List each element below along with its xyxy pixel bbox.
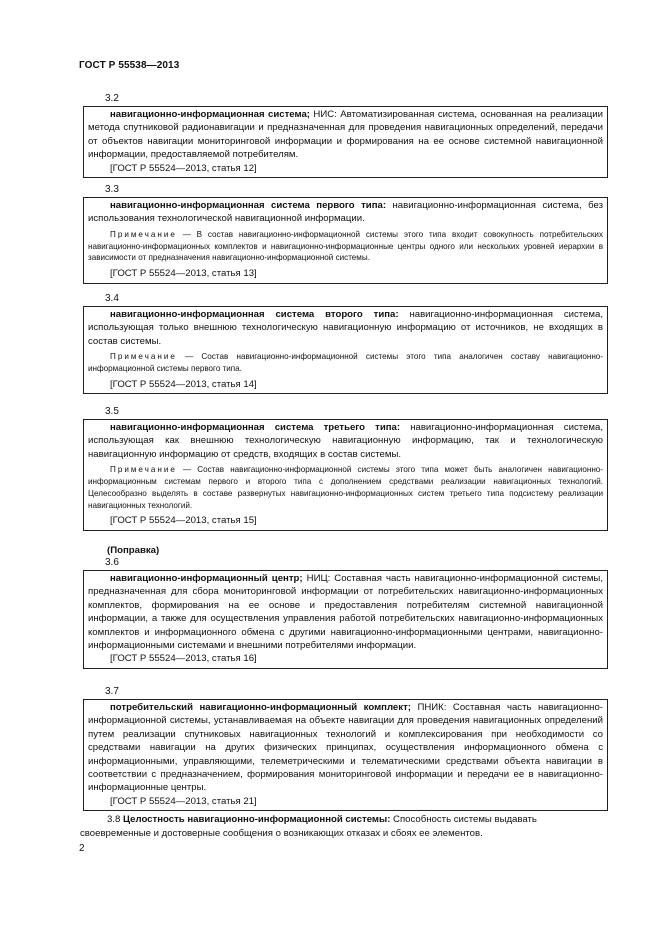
entry-number: 3.3 [105, 184, 119, 195]
entry-number: 3.6 [105, 557, 119, 568]
term: навигационно-информационный центр; [110, 573, 303, 584]
term-entry-3-7 [83, 699, 608, 811]
note: Примечание — В состав навигационно-информационной системы этого типа входит совокупность потребительских навигационно-информационных комплектов и навигационно-информационные центры одного или нескольких уровней иерархии в зависимости от предназначения навигационно-информационной системы. [88, 229, 603, 263]
entry-number: 3.4 [105, 293, 119, 304]
definition: навигационно-информационная система второго типа: навигационно-информационная система, использующая только внешнюю технологическую навигационную информацию от источников, не входящих в состав системы. [88, 309, 603, 347]
reference: [ГОСТ Р 55524—2013, статья 15] [110, 515, 257, 527]
definition: навигационно-информационная система третьего типа: навигационно-информационная система, использующая как внешнюю технологическую навигационную информацию, так и технологическую навигационную информацию от средств, входящих в состав системы. [88, 422, 603, 460]
term-entry-3-6 [83, 570, 608, 669]
term: навигационно-информационная система второго типа: [110, 309, 399, 320]
term: потребительский навигационно-информационный комплект; [110, 702, 411, 713]
note: Примечание — Состав навигационно-информационной системы этого типа может быть аналогичен навигационно-информационным системам первого и второго типа с дополнением средствами реализации навигационных технологий. Целесообразно выделять в составе развернутых навигационно-информационных систем третьего типа подсистему реализации навигационных технологий. [88, 465, 603, 510]
entry-3-8-line2: своевременные и достоверные сообщения о возникающих отказах и сбоях ее элементов. [80, 828, 483, 839]
definition: навигационно-информационный центр; НИЦ: Составная часть навигационно-информационной системы, предназначенная для сбора мониторинговой информации от потребительских навигационно-информационных комплектов, формирования на ее основе и предоставления потребителям системной навигационной информации, а также для осуществления управления работой потребительских навигационно-информационных комплектов и информационного обмена с другими навигационно-информационными центрами, навигационно-информационными системами и внешними потребителями информации. [88, 573, 603, 652]
note: Примечание — Состав навигационно-информационной системы этого типа аналогичен составу навигационно-информационной системы первого типа. [88, 352, 603, 374]
entry-number: 3.7 [105, 686, 119, 697]
term: навигационно-информационная система; [110, 109, 310, 120]
entry-number: 3.5 [105, 406, 119, 417]
term: навигационно-информационная система третьего типа: [110, 422, 401, 433]
definition: потребительский навигационно-информационный комплект; ПНИК: Составная часть навигационно-информационной системы, устанавливаемая на объекте навигации для проведения навигационных определений путем реализации спутниковых навигационных технологий и комплексирования при необходимости со средствами навигации на других физических принципах, осуществления информационного обмена с информационными, управляющими, телеметрическими и телематическими средствами объекта навигации в соответствии с предназначением, формирования мониторинговой информации и передачи ее в навигационно-информационные центры. [88, 702, 603, 794]
reference: [ГОСТ Р 55524—2013, статья 13] [110, 268, 257, 280]
term-entry-3-5 [83, 419, 608, 531]
reference: [ГОСТ Р 55524—2013, статья 12] [110, 162, 257, 174]
entry-number: 3.2 [105, 93, 119, 104]
reference: [ГОСТ Р 55524—2013, статья 16] [110, 653, 257, 665]
term: навигационно-информационная система первого типа: [110, 200, 387, 211]
term-entry-3-4 [83, 306, 608, 394]
term-entry-3-3 [83, 197, 608, 284]
term: Целостность навигационно-информационной системы: [123, 814, 391, 825]
entry-3-8-line1: 3.8 Целостность навигационно-информационной системы: Способность системы выдавать [107, 814, 537, 825]
reference: [ГОСТ Р 55524—2013, статья 21] [110, 795, 257, 807]
reference: [ГОСТ Р 55524—2013, статья 14] [110, 378, 257, 390]
term-entry-3-2 [83, 106, 608, 178]
amendment-note: (Поправка) [107, 545, 160, 556]
document-header: ГОСТ Р 55538—2013 [79, 60, 180, 71]
definition: навигационно-информационная система первого типа: навигационно-информационная система, без использования технологической навигационной информации. [88, 200, 603, 225]
definition: навигационно-информационная система; НИС: Автоматизированная система, основанная на реализации метода спутниковой радионавигации и предназначенная для проведения навигационных определений, передачи от объектов навигации мониторинговой информации и формирования на ее основе системной навигационной информации, предоставляемой потребителям. [88, 109, 603, 161]
page-number: 2 [79, 843, 85, 854]
